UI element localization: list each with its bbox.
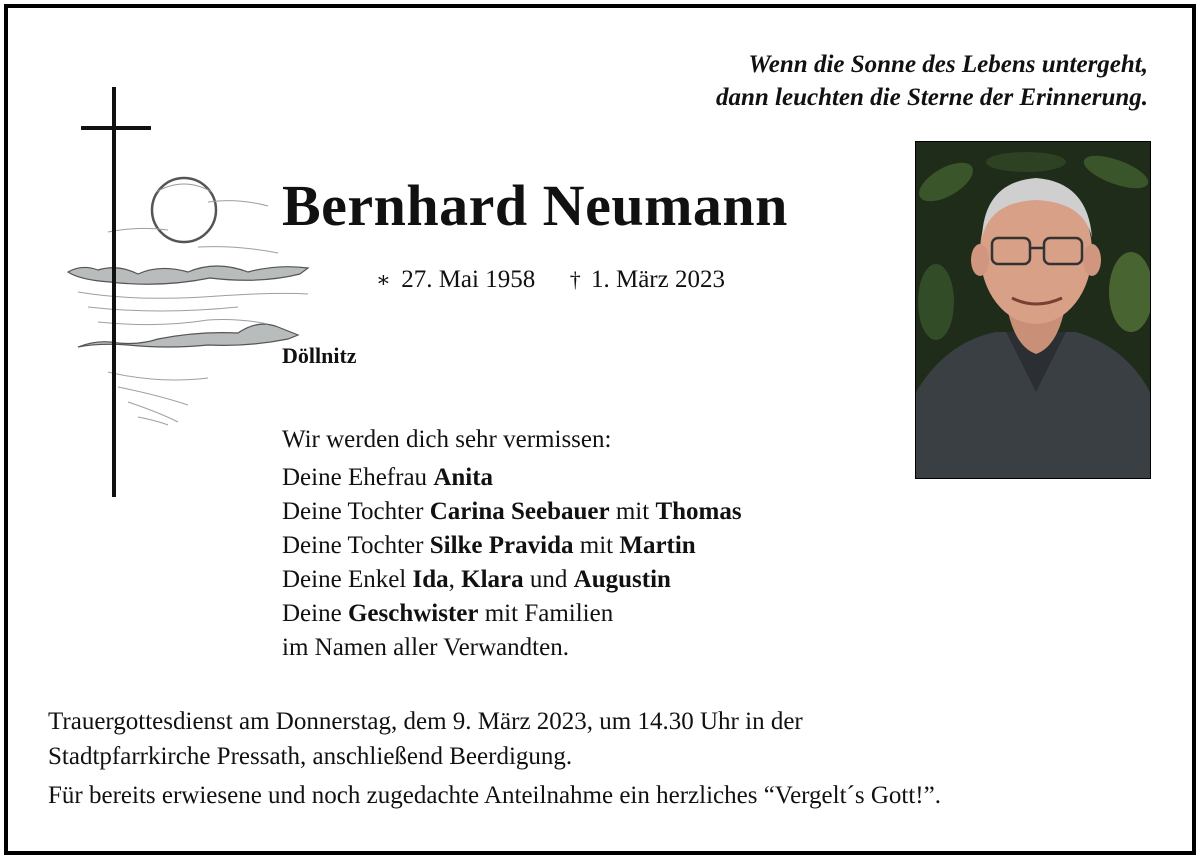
birth-symbol: ∗ [376,267,391,292]
portrait-photo [915,141,1151,479]
cross-icon [81,87,151,497]
service-line-2: Stadtpfarrkirche Pressath, anschließend Beerdigung. [48,743,573,770]
mourner-name: Anita [433,464,494,491]
portrait-image [916,142,1150,478]
birth-date: 27. Mai 1958 [401,266,536,293]
hometown: Döllnitz [282,343,357,368]
mourner-name: Augustin [573,566,671,593]
mourner-name: Ida [412,566,449,593]
mourner-text: mit [573,532,620,559]
mourner-text: Deine [282,600,348,627]
mourners-block [282,423,742,665]
mourner-line [282,461,742,495]
mourner-line [282,529,742,563]
death-date: 1. März 2023 [590,266,725,293]
mourner-name: Carina Seebauer [429,498,610,525]
mourner-text: mit [609,498,656,525]
quote-line-2: dann leuchten die Sterne der Erinnerung. [715,84,1148,111]
memorial-quote [716,48,1148,114]
mourners-list [282,461,742,665]
funeral-service-info [48,704,941,813]
mourner-name: Thomas [655,498,742,525]
mourners-intro: Wir werden dich sehr vermissen: [282,426,612,453]
deceased-name: Bernhard Neumann [282,173,788,238]
mourner-line [282,631,742,665]
mourner-text: Deine Ehefrau [282,464,434,491]
mourner-name: Martin [619,532,696,559]
death-symbol: † [569,267,581,292]
service-line-1: Trauergottesdienst am Donnerstag, dem 9. März 2023, um 14.30 Uhr in der [48,708,803,735]
mourner-text: Deine Enkel [282,566,413,593]
mourner-text: im Namen aller Verwandten. [282,634,569,661]
mourner-text: und [523,566,574,593]
sun-icon [152,178,216,242]
thanks-line: Für bereits erwiesene und noch zugedachte Anteilnahme ein herzliches “Vergelt´s Gott!”. [48,782,941,809]
mourner-text: mit Familien [478,600,614,627]
mourner-line [282,597,742,631]
mourner-name: Klara [461,566,524,593]
mourner-name: Silke Pravida [429,532,574,559]
life-dates [376,266,725,294]
mourner-name: Geschwister [347,600,479,627]
mourner-text: Deine Tochter [282,498,430,525]
mountains-icon [68,266,308,347]
mourner-text: , [448,566,462,593]
mourner-text: Deine Tochter [282,532,430,559]
mourner-line [282,495,742,529]
quote-line-1: Wenn die Sonne des Lebens untergeht, [748,51,1148,78]
mourner-line [282,563,742,597]
